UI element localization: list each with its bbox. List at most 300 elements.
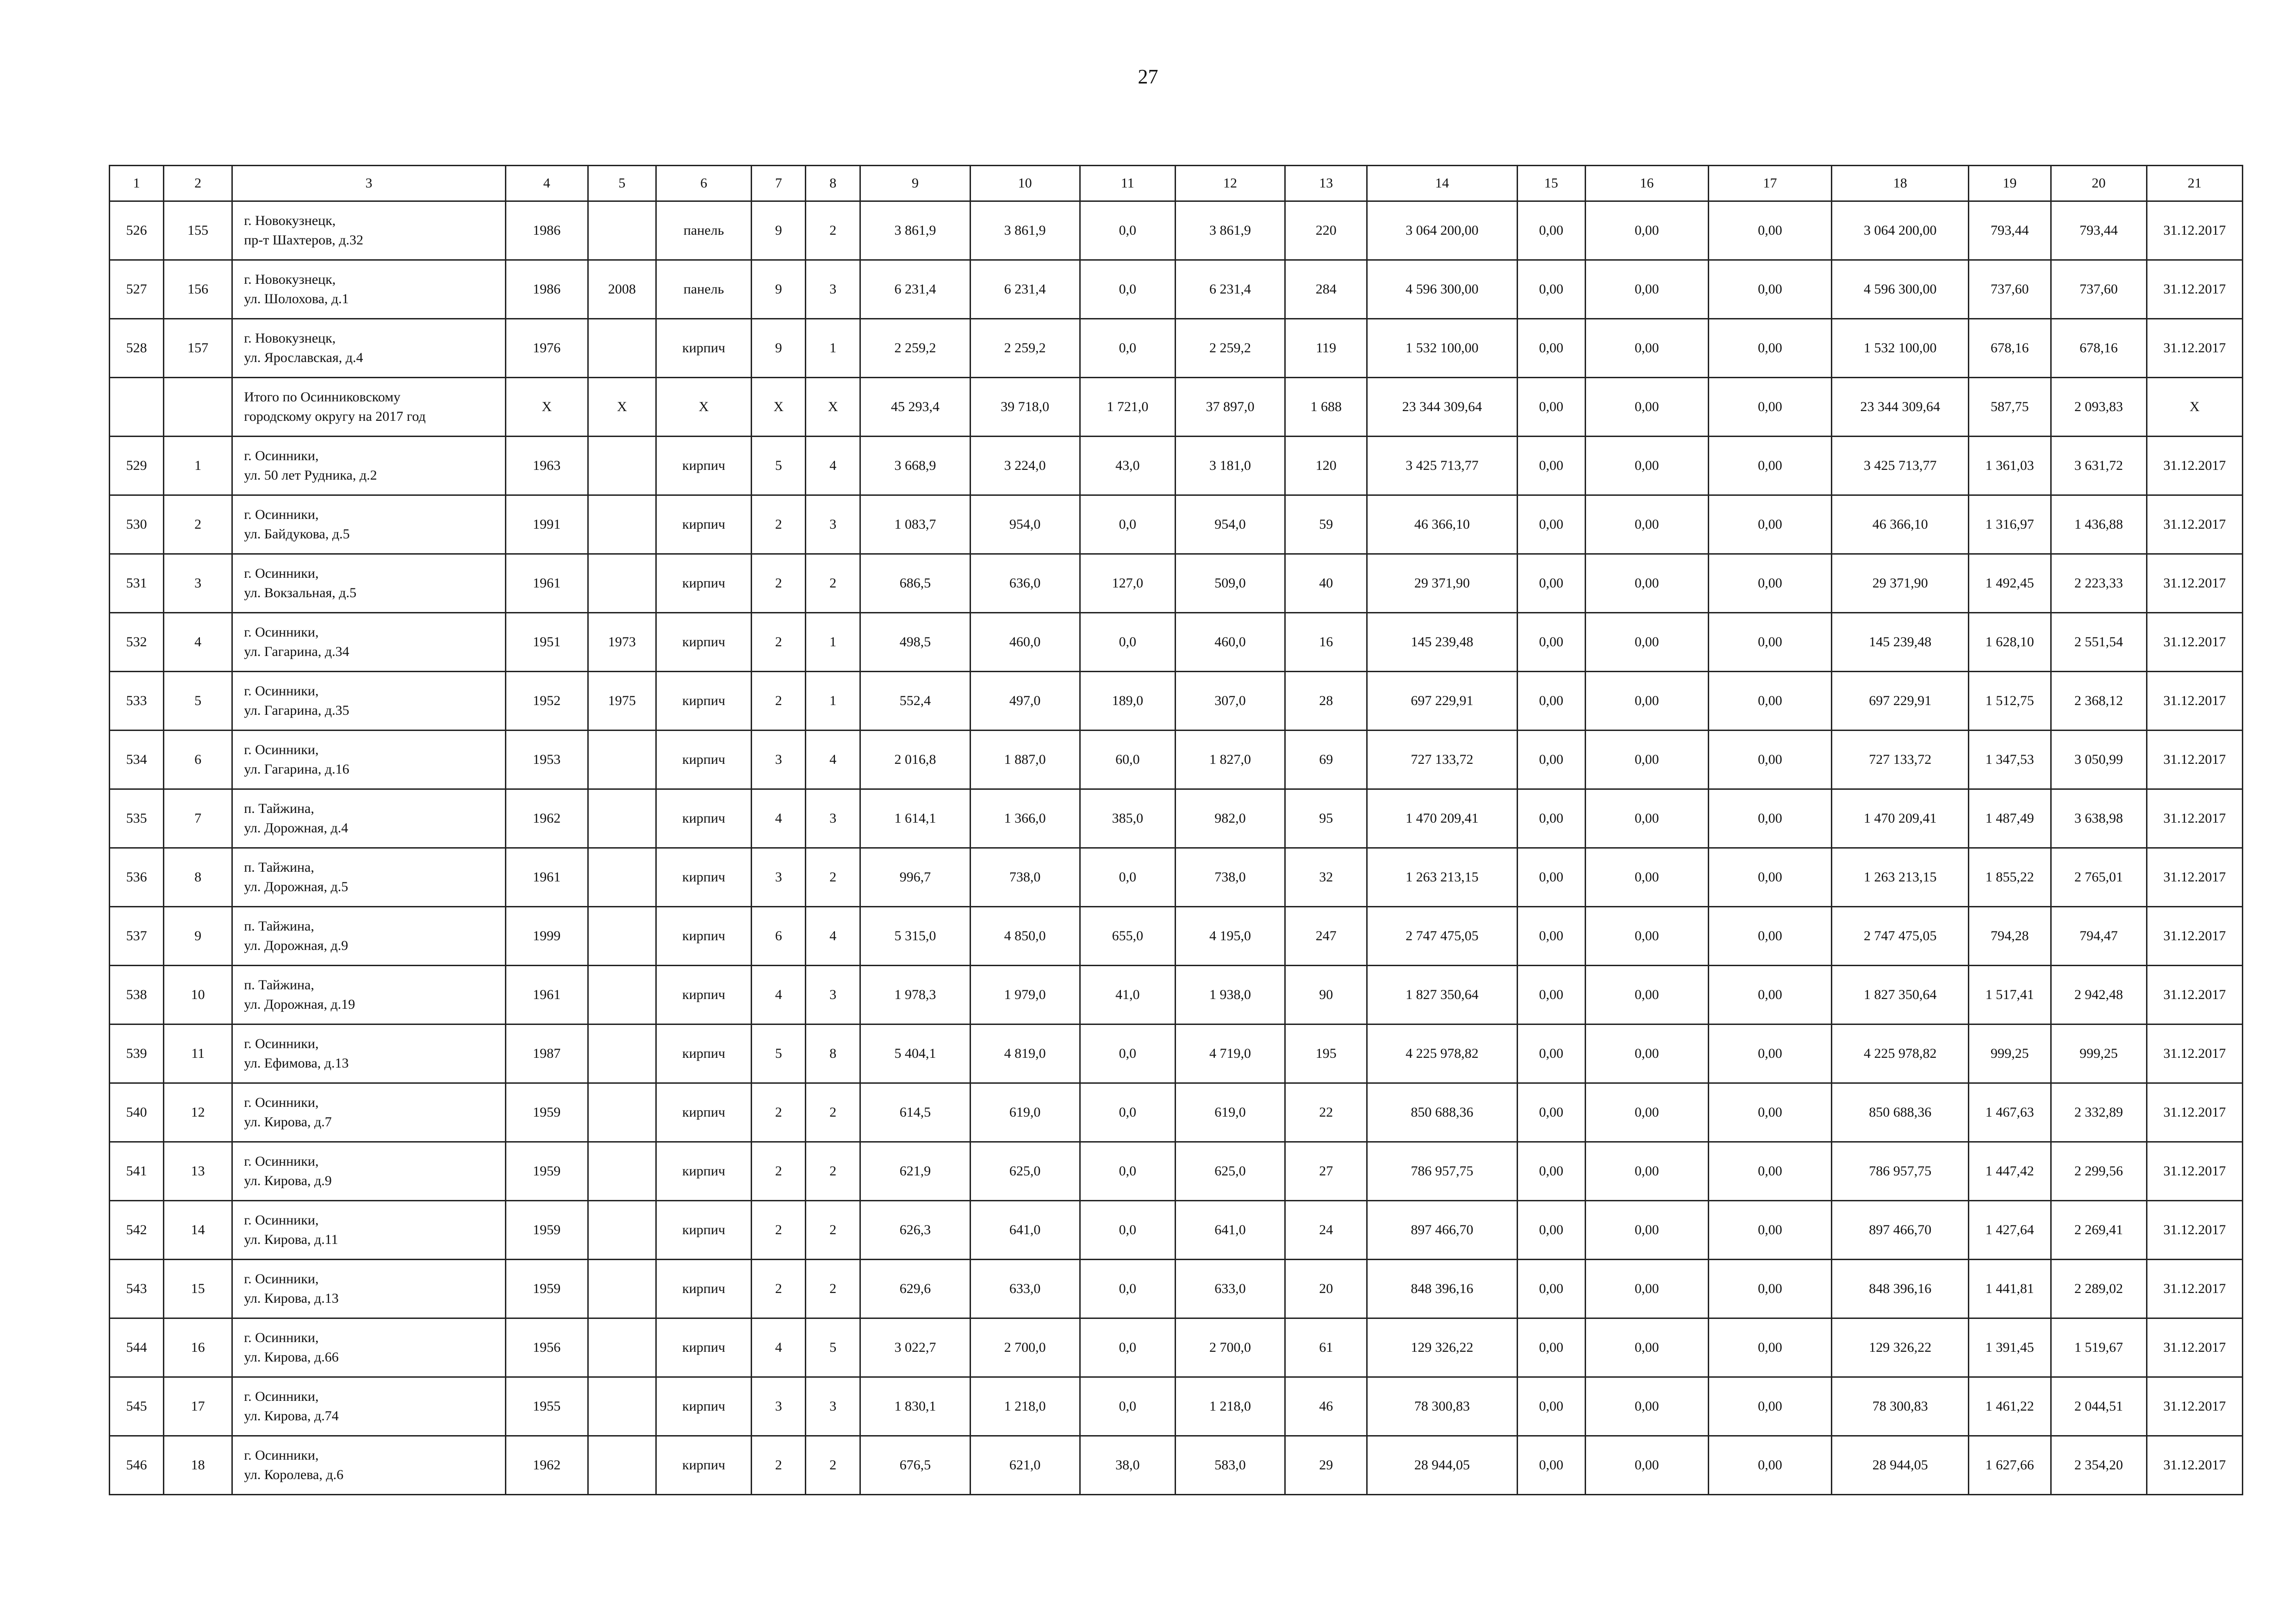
cell-col-10: 954,0 (970, 495, 1080, 554)
cell-col-11: 0,0 (1080, 848, 1175, 907)
cell-col-5 (588, 1318, 656, 1377)
cell-col-9: 5 315,0 (860, 907, 970, 966)
cell-col-16: 0,00 (1585, 1083, 1708, 1142)
cell-col-15: 0,00 (1517, 437, 1585, 495)
cell-col-20: 1 436,88 (2051, 495, 2147, 554)
cell-col-15: 0,00 (1517, 378, 1585, 437)
cell-col-16: 0,00 (1585, 1318, 1708, 1377)
cell-address (232, 495, 506, 554)
cell-col-8: 1 (806, 672, 860, 731)
cell-col-4: 1962 (505, 1436, 588, 1495)
cell-col-12: 633,0 (1175, 1260, 1285, 1318)
cell-col-19: 1 512,75 (1969, 672, 2051, 731)
cell-col-2: 11 (164, 1024, 232, 1083)
cell-col-15: 0,00 (1517, 907, 1585, 966)
cell-address (232, 848, 506, 907)
cell-col-1: 526 (110, 201, 164, 260)
cell-col-6: кирпич (656, 848, 751, 907)
cell-col-10: 2 259,2 (970, 319, 1080, 378)
cell-col-19: 1 427,64 (1969, 1201, 2051, 1260)
cell-col-10: 1 979,0 (970, 966, 1080, 1024)
cell-col-5 (588, 495, 656, 554)
cell-col-12: 641,0 (1175, 1201, 1285, 1260)
table-row (110, 495, 2243, 554)
cell-col-16: 0,00 (1585, 1201, 1708, 1260)
table-row (110, 1260, 2243, 1318)
cell-col-14: 727 133,72 (1367, 731, 1517, 789)
cell-col-2: 3 (164, 554, 232, 613)
cell-col-11: 38,0 (1080, 1436, 1175, 1495)
cell-col-20: 2 354,20 (2051, 1436, 2147, 1495)
table-row (110, 672, 2243, 731)
cell-col-15: 0,00 (1517, 672, 1585, 731)
address-line-1: п. Тайжина, (244, 977, 314, 993)
cell-col-7: 4 (752, 1318, 806, 1377)
cell-col-19: 1 627,66 (1969, 1436, 2051, 1495)
table-row (110, 789, 2243, 848)
cell-col-17: 0,00 (1708, 907, 1831, 966)
cell-col-21: 31.12.2017 (2147, 319, 2242, 378)
cell-col-4: 1987 (505, 1024, 588, 1083)
cell-address (232, 1436, 506, 1495)
cell-col-10: 1 887,0 (970, 731, 1080, 789)
cell-col-9: 3 861,9 (860, 201, 970, 260)
cell-col-12: 625,0 (1175, 1142, 1285, 1201)
cell-col-19: 1 361,03 (1969, 437, 2051, 495)
cell-col-21: 31.12.2017 (2147, 1142, 2242, 1201)
cell-col-6: панель (656, 260, 751, 319)
cell-col-20: 737,60 (2051, 260, 2147, 319)
cell-col-14: 786 957,75 (1367, 1142, 1517, 1201)
cell-address (232, 966, 506, 1024)
cell-address (232, 201, 506, 260)
address-line-1: п. Тайжина, (244, 860, 314, 875)
cell-col-4: 1956 (505, 1318, 588, 1377)
cell-col-13: 61 (1285, 1318, 1367, 1377)
cell-col-6: кирпич (656, 1318, 751, 1377)
cell-col-7: 2 (752, 672, 806, 731)
cell-col-14: 1 263 213,15 (1367, 848, 1517, 907)
cell-col-14: 1 532 100,00 (1367, 319, 1517, 378)
cell-address (232, 1260, 506, 1318)
cell-col-18: 1 827 350,64 (1832, 966, 1969, 1024)
cell-col-13: 247 (1285, 907, 1367, 966)
cell-col-16: 0,00 (1585, 907, 1708, 966)
cell-col-19: 737,60 (1969, 260, 2051, 319)
cell-col-19: 1 441,81 (1969, 1260, 2051, 1318)
cell-col-6: кирпич (656, 1083, 751, 1142)
address-line-2: ул. Королева, д.6 (244, 1467, 344, 1482)
cell-col-9: 621,9 (860, 1142, 970, 1201)
cell-col-8: 2 (806, 201, 860, 260)
cell-col-13: 40 (1285, 554, 1367, 613)
cell-col-20: 999,25 (2051, 1024, 2147, 1083)
cell-col-18: 3 425 713,77 (1832, 437, 1969, 495)
cell-col-10: 4 850,0 (970, 907, 1080, 966)
cell-col-1: 532 (110, 613, 164, 672)
cell-col-19: 678,16 (1969, 319, 2051, 378)
cell-address (232, 672, 506, 731)
cell-col-17: 0,00 (1708, 260, 1831, 319)
cell-col-5 (588, 437, 656, 495)
cell-col-9: 1 614,1 (860, 789, 970, 848)
cell-col-19: 1 492,45 (1969, 554, 2051, 613)
cell-col-19: 794,28 (1969, 907, 2051, 966)
table-row (110, 1142, 2243, 1201)
cell-col-9: 614,5 (860, 1083, 970, 1142)
cell-col-14: 28 944,05 (1367, 1436, 1517, 1495)
cell-col-9: 3 022,7 (860, 1318, 970, 1377)
cell-col-15: 0,00 (1517, 731, 1585, 789)
address-line-2: ул. Кирова, д.9 (244, 1173, 332, 1188)
cell-col-6: кирпич (656, 1436, 751, 1495)
cell-col-8: 2 (806, 1142, 860, 1201)
cell-col-20: 2 942,48 (2051, 966, 2147, 1024)
cell-col-18: 28 944,05 (1832, 1436, 1969, 1495)
cell-col-20: 678,16 (2051, 319, 2147, 378)
cell-col-19: 1 628,10 (1969, 613, 2051, 672)
cell-col-18: 145 239,48 (1832, 613, 1969, 672)
cell-col-14: 2 747 475,05 (1367, 907, 1517, 966)
cell-col-7: 3 (752, 1377, 806, 1436)
cell-col-14: 29 371,90 (1367, 554, 1517, 613)
cell-col-6: кирпич (656, 1260, 751, 1318)
column-number-8: 8 (806, 166, 860, 201)
cell-col-6: X (656, 378, 751, 437)
address-line-1: г. Новокузнецк, (244, 213, 336, 228)
cell-col-4: 1959 (505, 1083, 588, 1142)
address-line-2: ул. Дорожная, д.4 (244, 820, 348, 836)
cell-col-19: 1 347,53 (1969, 731, 2051, 789)
cell-col-5: X (588, 378, 656, 437)
address-line-1: г. Осинники, (244, 742, 319, 757)
cell-col-11: 0,0 (1080, 613, 1175, 672)
cell-col-7: X (752, 378, 806, 437)
cell-col-20: 3 638,98 (2051, 789, 2147, 848)
cell-col-17: 0,00 (1708, 1024, 1831, 1083)
cell-col-21: 31.12.2017 (2147, 260, 2242, 319)
cell-col-21: 31.12.2017 (2147, 1260, 2242, 1318)
table-row (110, 319, 2243, 378)
cell-col-4: 1953 (505, 731, 588, 789)
table-row (110, 1201, 2243, 1260)
cell-col-17: 0,00 (1708, 1377, 1831, 1436)
cell-col-18: 848 396,16 (1832, 1260, 1969, 1318)
cell-col-2: 2 (164, 495, 232, 554)
cell-col-1: 536 (110, 848, 164, 907)
cell-col-7: 2 (752, 1083, 806, 1142)
address-line-2: ул. Кирова, д.66 (244, 1349, 339, 1365)
cell-col-20: 2 765,01 (2051, 848, 2147, 907)
address-line-2: ул. Кирова, д.7 (244, 1114, 332, 1130)
cell-col-4: 1959 (505, 1142, 588, 1201)
cell-address (232, 1142, 506, 1201)
cell-col-1: 535 (110, 789, 164, 848)
address-line-2: ул. Гагарина, д.16 (244, 762, 349, 777)
cell-col-4: 1963 (505, 437, 588, 495)
column-number-21: 21 (2147, 166, 2242, 201)
cell-col-14: 3 425 713,77 (1367, 437, 1517, 495)
table-row (110, 1436, 2243, 1495)
cell-col-10: 460,0 (970, 613, 1080, 672)
cell-col-18: 1 470 209,41 (1832, 789, 1969, 848)
cell-col-8: 3 (806, 260, 860, 319)
cell-col-2: 13 (164, 1142, 232, 1201)
cell-col-12: 460,0 (1175, 613, 1285, 672)
cell-col-14: 4 596 300,00 (1367, 260, 1517, 319)
cell-col-15: 0,00 (1517, 1436, 1585, 1495)
cell-col-20: 2 368,12 (2051, 672, 2147, 731)
cell-col-11: 0,0 (1080, 495, 1175, 554)
cell-col-2: 156 (164, 260, 232, 319)
cell-col-4: X (505, 378, 588, 437)
cell-col-9: 1 978,3 (860, 966, 970, 1024)
column-number-16: 16 (1585, 166, 1708, 201)
table-row (110, 437, 2243, 495)
cell-col-12: 3 181,0 (1175, 437, 1285, 495)
cell-col-21: 31.12.2017 (2147, 1201, 2242, 1260)
cell-col-4: 1999 (505, 907, 588, 966)
cell-col-11: 60,0 (1080, 731, 1175, 789)
address-line-2: городскому округу на 2017 год (244, 409, 426, 424)
cell-col-5 (588, 1201, 656, 1260)
cell-col-16: 0,00 (1585, 201, 1708, 260)
cell-col-5 (588, 1260, 656, 1318)
cell-col-17: 0,00 (1708, 201, 1831, 260)
cell-col-14: 848 396,16 (1367, 1260, 1517, 1318)
cell-col-2: 17 (164, 1377, 232, 1436)
address-line-2: ул. 50 лет Рудника, д.2 (244, 468, 377, 483)
cell-col-15: 0,00 (1517, 495, 1585, 554)
cell-col-11: 1 721,0 (1080, 378, 1175, 437)
cell-address (232, 437, 506, 495)
column-number-13: 13 (1285, 166, 1367, 201)
cell-col-1: 544 (110, 1318, 164, 1377)
cell-col-10: 4 819,0 (970, 1024, 1080, 1083)
cell-col-7: 2 (752, 495, 806, 554)
cell-col-6: кирпич (656, 554, 751, 613)
page-number: 27 (1138, 65, 1158, 88)
cell-col-8: 2 (806, 1201, 860, 1260)
column-number-20: 20 (2051, 166, 2147, 201)
cell-col-6: кирпич (656, 1024, 751, 1083)
cell-col-9: 676,5 (860, 1436, 970, 1495)
cell-address (232, 554, 506, 613)
cell-col-20: 3 631,72 (2051, 437, 2147, 495)
cell-col-7: 4 (752, 789, 806, 848)
cell-address (232, 1318, 506, 1377)
table-row (110, 907, 2243, 966)
cell-col-12: 37 897,0 (1175, 378, 1285, 437)
cell-col-11: 0,0 (1080, 1142, 1175, 1201)
address-line-1: г. Осинники, (244, 566, 319, 581)
cell-col-21: 31.12.2017 (2147, 672, 2242, 731)
cell-col-12: 307,0 (1175, 672, 1285, 731)
column-number-5: 5 (588, 166, 656, 201)
cell-col-16: 0,00 (1585, 731, 1708, 789)
cell-col-11: 0,0 (1080, 1024, 1175, 1083)
column-number-14: 14 (1367, 166, 1517, 201)
address-line-1: г. Осинники, (244, 1271, 319, 1287)
cell-col-16: 0,00 (1585, 319, 1708, 378)
cell-col-10: 6 231,4 (970, 260, 1080, 319)
cell-col-19: 1 391,45 (1969, 1318, 2051, 1377)
cell-col-21: 31.12.2017 (2147, 1436, 2242, 1495)
cell-col-5 (588, 1142, 656, 1201)
cell-col-8: 2 (806, 1260, 860, 1318)
cell-col-6: кирпич (656, 1377, 751, 1436)
cell-col-4: 1986 (505, 260, 588, 319)
cell-col-13: 119 (1285, 319, 1367, 378)
column-number-7: 7 (752, 166, 806, 201)
cell-col-10: 633,0 (970, 1260, 1080, 1318)
cell-col-16: 0,00 (1585, 848, 1708, 907)
cell-col-11: 43,0 (1080, 437, 1175, 495)
cell-col-1: 529 (110, 437, 164, 495)
cell-col-21: 31.12.2017 (2147, 966, 2242, 1024)
cell-col-7: 6 (752, 907, 806, 966)
cell-col-15: 0,00 (1517, 848, 1585, 907)
cell-col-1: 543 (110, 1260, 164, 1318)
cell-col-18: 1 263 213,15 (1832, 848, 1969, 907)
cell-col-8: 3 (806, 789, 860, 848)
cell-address (232, 1083, 506, 1142)
cell-col-16: 0,00 (1585, 378, 1708, 437)
cell-col-11: 0,0 (1080, 1083, 1175, 1142)
cell-address (232, 378, 506, 437)
cell-col-17: 0,00 (1708, 1083, 1831, 1142)
cell-col-11: 0,0 (1080, 1318, 1175, 1377)
cell-col-8: X (806, 378, 860, 437)
housing-registry-table (109, 165, 2243, 1495)
address-line-2: ул. Гагарина, д.34 (244, 644, 349, 659)
address-line-2: ул. Кирова, д.11 (244, 1232, 338, 1247)
cell-col-11: 127,0 (1080, 554, 1175, 613)
cell-col-1 (110, 378, 164, 437)
cell-col-13: 27 (1285, 1142, 1367, 1201)
cell-col-7: 2 (752, 1436, 806, 1495)
cell-col-8: 2 (806, 1083, 860, 1142)
cell-col-9: 45 293,4 (860, 378, 970, 437)
cell-col-21: 31.12.2017 (2147, 789, 2242, 848)
address-line-2: ул. Кирова, д.13 (244, 1291, 339, 1306)
cell-col-8: 8 (806, 1024, 860, 1083)
cell-col-17: 0,00 (1708, 378, 1831, 437)
cell-col-20: 3 050,99 (2051, 731, 2147, 789)
column-number-10: 10 (970, 166, 1080, 201)
cell-col-9: 3 668,9 (860, 437, 970, 495)
cell-col-15: 0,00 (1517, 1260, 1585, 1318)
cell-col-13: 284 (1285, 260, 1367, 319)
address-line-2: ул. Дорожная, д.5 (244, 879, 348, 894)
cell-col-20: 2 093,83 (2051, 378, 2147, 437)
cell-col-16: 0,00 (1585, 1142, 1708, 1201)
cell-col-19: 1 316,97 (1969, 495, 2051, 554)
cell-col-21: 31.12.2017 (2147, 1083, 2242, 1142)
cell-col-1: 542 (110, 1201, 164, 1260)
cell-col-8: 4 (806, 437, 860, 495)
cell-col-2: 14 (164, 1201, 232, 1260)
cell-col-20: 2 044,51 (2051, 1377, 2147, 1436)
cell-col-14: 78 300,83 (1367, 1377, 1517, 1436)
address-line-2: ул. Шолохова, д.1 (244, 291, 349, 306)
cell-col-18: 727 133,72 (1832, 731, 1969, 789)
cell-col-13: 29 (1285, 1436, 1367, 1495)
cell-col-5 (588, 554, 656, 613)
cell-col-1: 527 (110, 260, 164, 319)
cell-col-1: 540 (110, 1083, 164, 1142)
cell-col-9: 498,5 (860, 613, 970, 672)
cell-col-4: 1961 (505, 554, 588, 613)
table-row (110, 613, 2243, 672)
column-number-15: 15 (1517, 166, 1585, 201)
cell-col-17: 0,00 (1708, 1142, 1831, 1201)
cell-col-4: 1955 (505, 1377, 588, 1436)
cell-col-19: 793,44 (1969, 201, 2051, 260)
cell-col-6: кирпич (656, 907, 751, 966)
cell-col-6: кирпич (656, 319, 751, 378)
cell-col-7: 2 (752, 1260, 806, 1318)
cell-col-18: 129 326,22 (1832, 1318, 1969, 1377)
cell-col-17: 0,00 (1708, 1318, 1831, 1377)
cell-col-17: 0,00 (1708, 554, 1831, 613)
cell-col-1: 538 (110, 966, 164, 1024)
cell-col-20: 2 299,56 (2051, 1142, 2147, 1201)
cell-col-8: 2 (806, 554, 860, 613)
cell-col-1: 546 (110, 1436, 164, 1495)
cell-col-7: 2 (752, 554, 806, 613)
cell-col-18: 46 366,10 (1832, 495, 1969, 554)
cell-col-15: 0,00 (1517, 613, 1585, 672)
cell-col-7: 2 (752, 1142, 806, 1201)
cell-col-1: 530 (110, 495, 164, 554)
cell-col-21: 31.12.2017 (2147, 1318, 2242, 1377)
cell-col-19: 1 447,42 (1969, 1142, 2051, 1201)
cell-col-18: 23 344 309,64 (1832, 378, 1969, 437)
cell-col-21: 31.12.2017 (2147, 1377, 2242, 1436)
cell-col-19: 587,75 (1969, 378, 2051, 437)
table-row (110, 554, 2243, 613)
address-line-1: г. Новокузнецк, (244, 331, 336, 346)
column-number-17: 17 (1708, 166, 1831, 201)
cell-col-17: 0,00 (1708, 1260, 1831, 1318)
cell-col-1: 539 (110, 1024, 164, 1083)
cell-col-5: 2008 (588, 260, 656, 319)
cell-col-5 (588, 966, 656, 1024)
cell-col-14: 897 466,70 (1367, 1201, 1517, 1260)
cell-col-1: 534 (110, 731, 164, 789)
cell-col-17: 0,00 (1708, 789, 1831, 848)
table-row (110, 1083, 2243, 1142)
table-row (110, 1024, 2243, 1083)
cell-col-8: 2 (806, 1436, 860, 1495)
cell-col-18: 897 466,70 (1832, 1201, 1969, 1260)
cell-col-21: 31.12.2017 (2147, 201, 2242, 260)
address-line-2: пр-т Шахтеров, д.32 (244, 232, 364, 248)
cell-col-16: 0,00 (1585, 1436, 1708, 1495)
table-row (110, 848, 2243, 907)
cell-col-15: 0,00 (1517, 966, 1585, 1024)
table-row (110, 201, 2243, 260)
cell-col-5 (588, 731, 656, 789)
cell-col-19: 1 461,22 (1969, 1377, 2051, 1436)
cell-col-13: 95 (1285, 789, 1367, 848)
cell-col-6: кирпич (656, 966, 751, 1024)
cell-col-4: 1991 (505, 495, 588, 554)
cell-col-6: кирпич (656, 437, 751, 495)
cell-col-4: 1961 (505, 966, 588, 1024)
cell-col-13: 90 (1285, 966, 1367, 1024)
